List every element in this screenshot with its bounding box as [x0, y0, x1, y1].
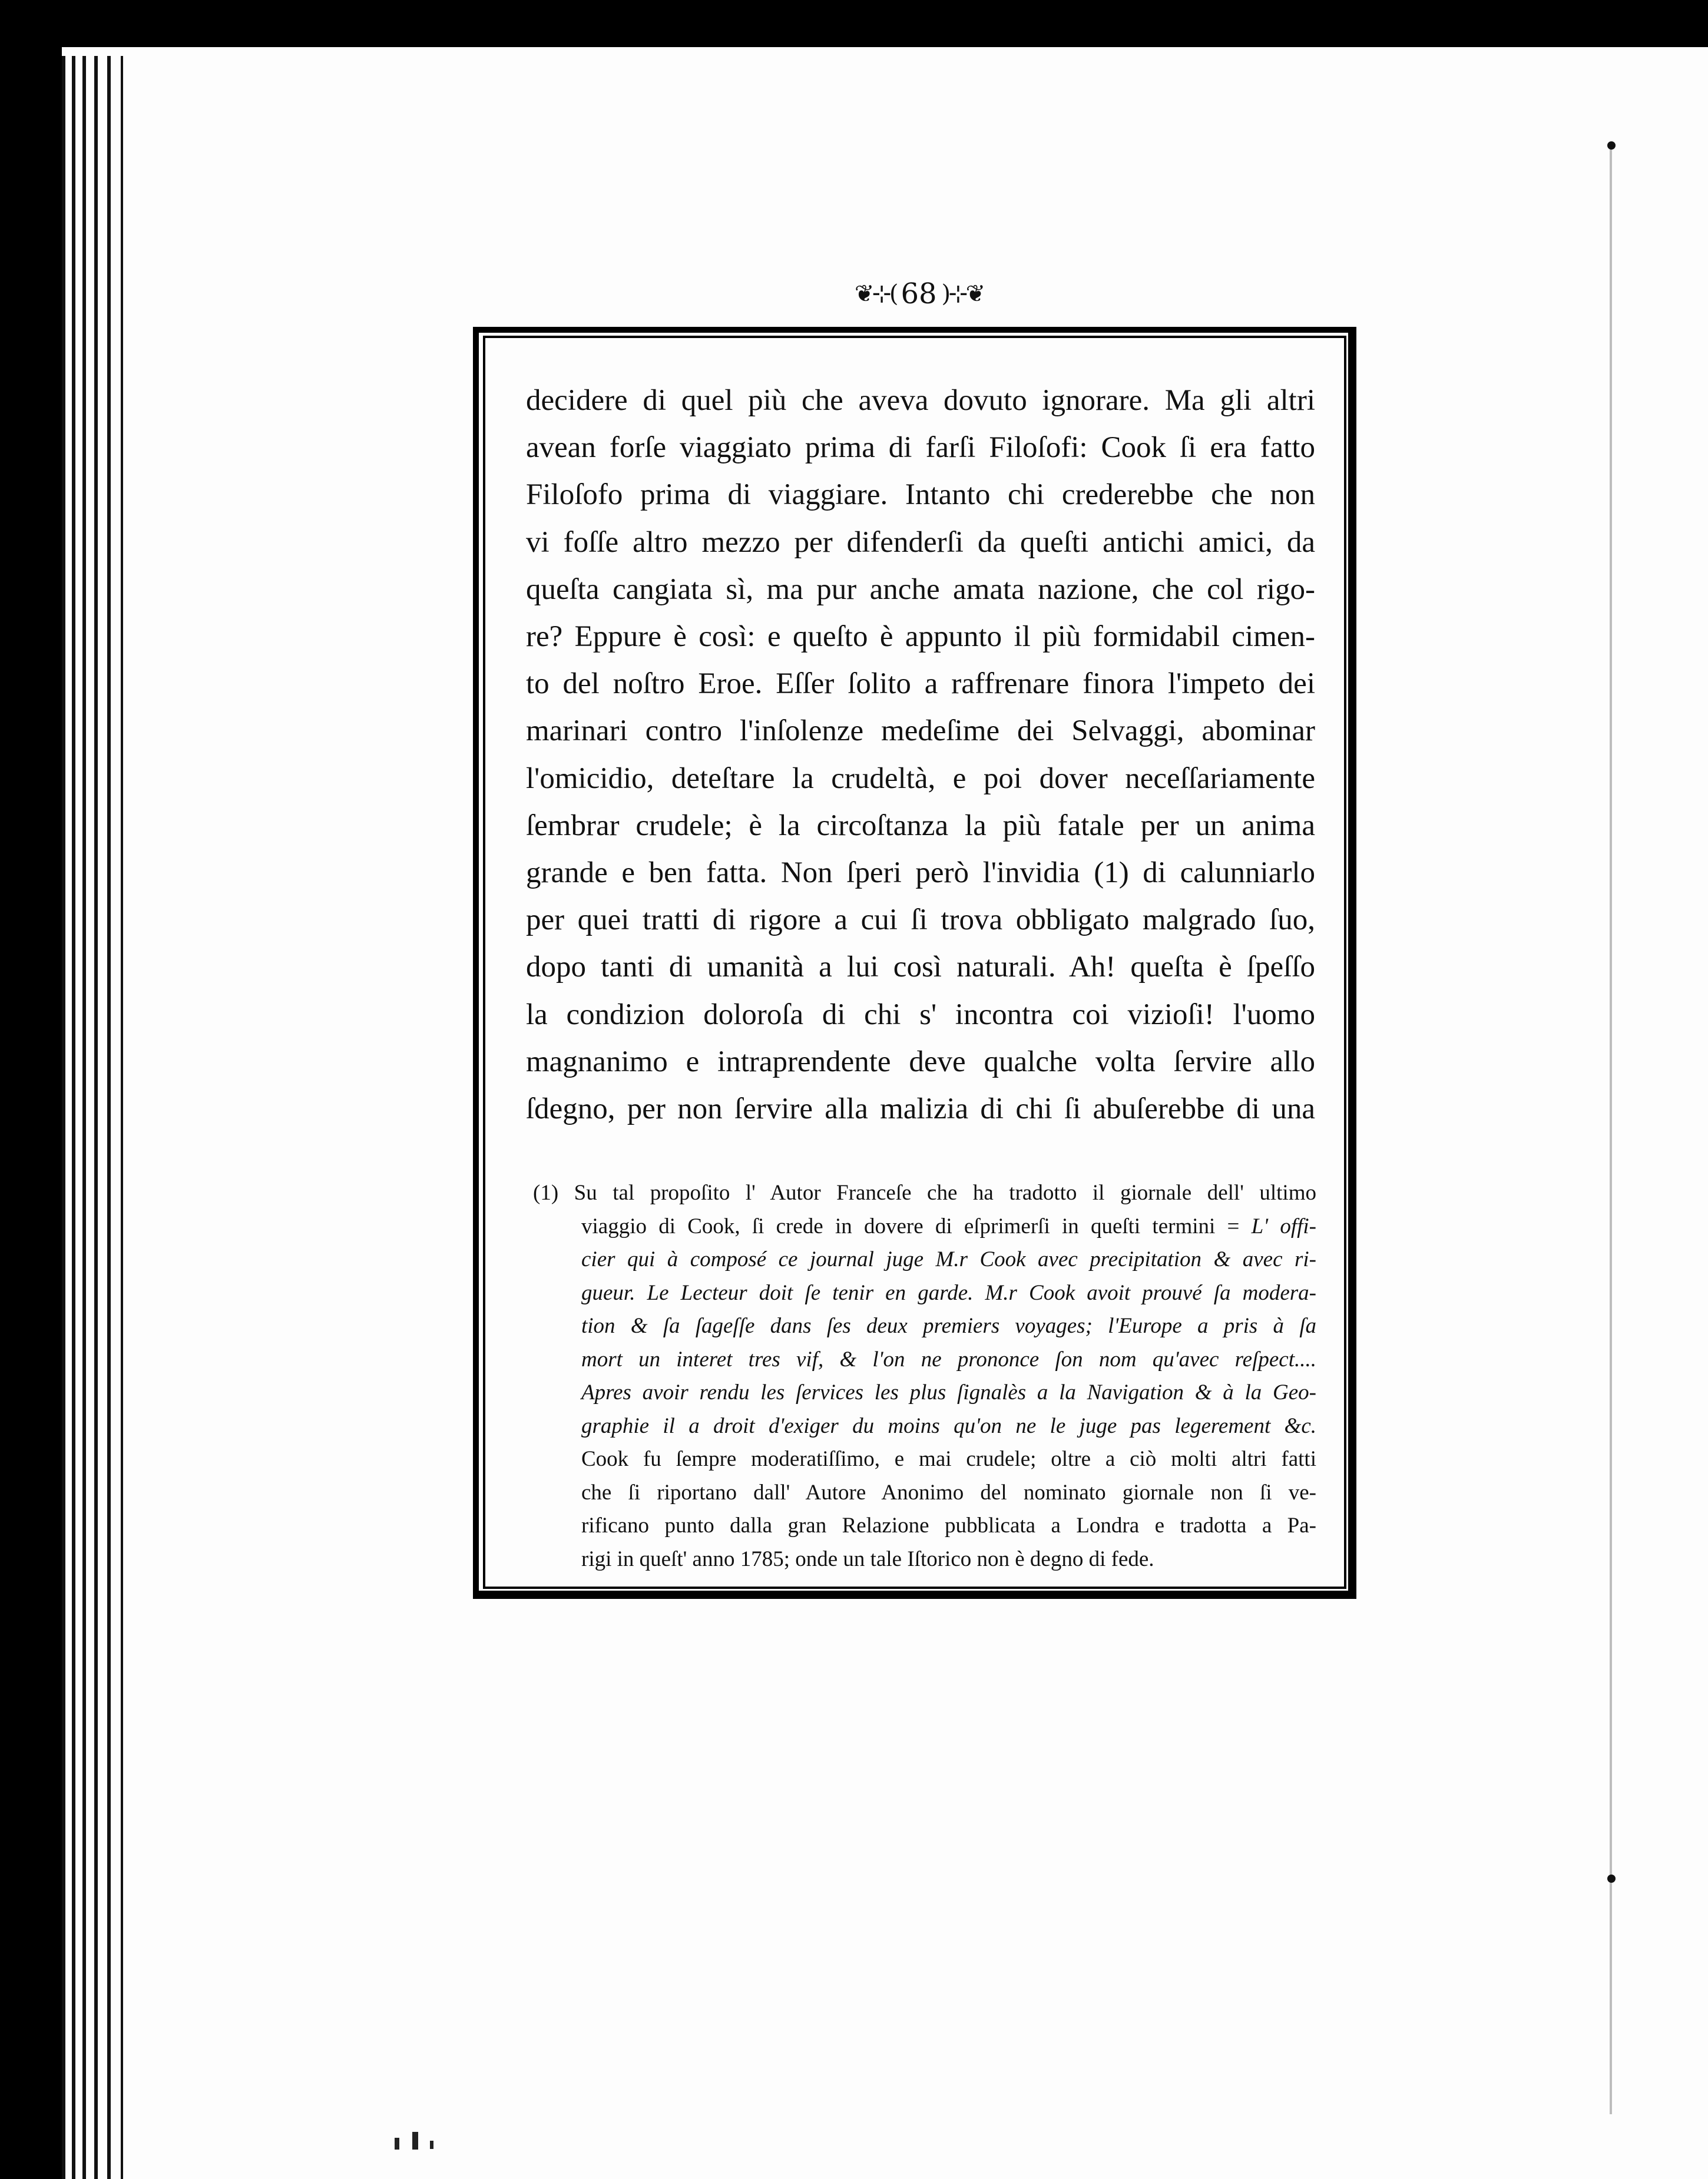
right-margin-rule [1610, 147, 1612, 2114]
footnote-italic-text: Apres avoir rendu les ſervices les plus ſignalès a la Navigation & à la Geo- [581, 1380, 1316, 1405]
footnote-line [533, 1376, 1316, 1410]
body-line: ſembrar crudele; è la circoſtanza la più fatale per un anima [526, 809, 1315, 842]
footnote-line [533, 1343, 1316, 1377]
footnote-line [533, 1210, 1316, 1244]
page-edge [107, 56, 111, 2179]
body-line: queſta cangiata sì, ma pur anche amata nazione, che col rigo- [526, 572, 1315, 606]
body-line: marinari contro l'inſolenze medeſime dei Selvaggi, abominar [526, 714, 1315, 748]
page-edge [72, 56, 75, 2179]
speck [430, 2141, 433, 2149]
body-line: la condizion doloroſa di chi s' incontra coi vizioſi! l'uomo [526, 998, 1315, 1031]
body-line: dopo tanti di umanità a lui così naturali. Ah! queſta è ſpeſſo [526, 951, 1315, 984]
fleuron-left-icon: ❦⊹( [854, 280, 896, 307]
footnote-line [533, 1243, 1316, 1277]
page-edge [82, 56, 86, 2179]
footnote-line [533, 1277, 1316, 1310]
footnote-italic-text: graphie il a droit d'exiger du moins qu'on ne le juge pas legerement &c. [581, 1413, 1316, 1438]
footnote-line: Cook fu ſempre moderatiſſimo, e mai crudele; oltre a ciò molti altri fatti [581, 1447, 1316, 1471]
body-line: Filoſofo prima di viaggiare. Intanto chi crederebbe che non [526, 478, 1315, 512]
footnote-line: rigi in queſt' anno 1785; onde un tale Iſtorico non è degno di fede. [581, 1547, 1154, 1571]
body-text [526, 377, 1315, 1132]
body-line: vi foſſe altro mezzo per difenderſi da queſti antichi amici, da [526, 525, 1315, 559]
footnote-italic-text: gueur. Le Lecteur doit ſe tenir en garde. M.r Cook avoit prouvé ſa modera- [581, 1280, 1316, 1305]
footnote-line [533, 1310, 1316, 1343]
page-edge [94, 56, 98, 2179]
footnote-line-roman: viaggio di Cook, ſi crede in dovere di eſprimerſi in queſti termini = [581, 1214, 1252, 1238]
body-line: decidere di quel più che aveva dovuto ignorare. Ma gli altri [526, 384, 1315, 417]
footnote-line [533, 1410, 1316, 1443]
footnote-line: che ſi riportano dall' Autore Anonimo del nominato giornale non ſi ve- [581, 1480, 1316, 1505]
footnote-italic-text: tion & ſa ſageſſe dans ſes deux premiers voyages; l'Europe a pris à ſa [581, 1314, 1316, 1338]
page-number: 68 [901, 277, 937, 310]
page-edge [121, 56, 123, 2179]
body-line: ſdegno, per non ſervire alla malizia di chi ſi abuſerebbe di una [526, 1092, 1315, 1126]
body-line: to del noſtro Eroe. Eſſer ſolito a raffrenare finora l'impeto dei [526, 667, 1315, 701]
footnote [533, 1177, 1316, 1576]
body-line: magnanimo e intraprendente deve qualche volta ſervire allo [526, 1045, 1315, 1078]
footnote-line: (1) Su tal propoſito l' Autor Franceſe che ha tradotto il giornale dell' ultimo [533, 1181, 1316, 1205]
scan-specks [389, 2126, 459, 2161]
footnote-italic-text: cier qui à composé ce journal juge M.r Cook avec precipitation & avec ri- [581, 1247, 1316, 1271]
margin-dot [1607, 1875, 1616, 1883]
body-line: l'omicidio, deteſtare la crudeltà, e poi dover neceſſariamente [526, 761, 1315, 795]
footnote-line-italic: L' offi- [1251, 1214, 1316, 1238]
speck [395, 2138, 399, 2150]
body-line: per quei tratti di rigore a cui ſi trova obbligato malgrado ſuo, [526, 903, 1315, 937]
body-line: re? Eppure è così: e queſto è appunto il più formidabil cimen- [526, 620, 1315, 654]
body-line: grande e ben fatta. Non ſperi però l'invidia (1) di calunniarlo [526, 856, 1315, 890]
footnote-line: rificano punto dalla gran Relazione pubblicata a Londra e tradotta a Pa- [581, 1514, 1316, 1538]
body-line: avean forſe viaggiato prima di farſi Filoſofi: Cook ſi era fatto [526, 431, 1315, 465]
page-edge [62, 56, 65, 2179]
fleuron-right-icon: )⊹❦ [941, 280, 984, 307]
speck [412, 2132, 418, 2150]
footnote-italic-text: mort un interet tres vif, & l'on ne prononce ſon nom qu'avec reſpect.... [581, 1347, 1316, 1372]
page-header [822, 273, 1016, 314]
margin-dot [1607, 141, 1616, 150]
